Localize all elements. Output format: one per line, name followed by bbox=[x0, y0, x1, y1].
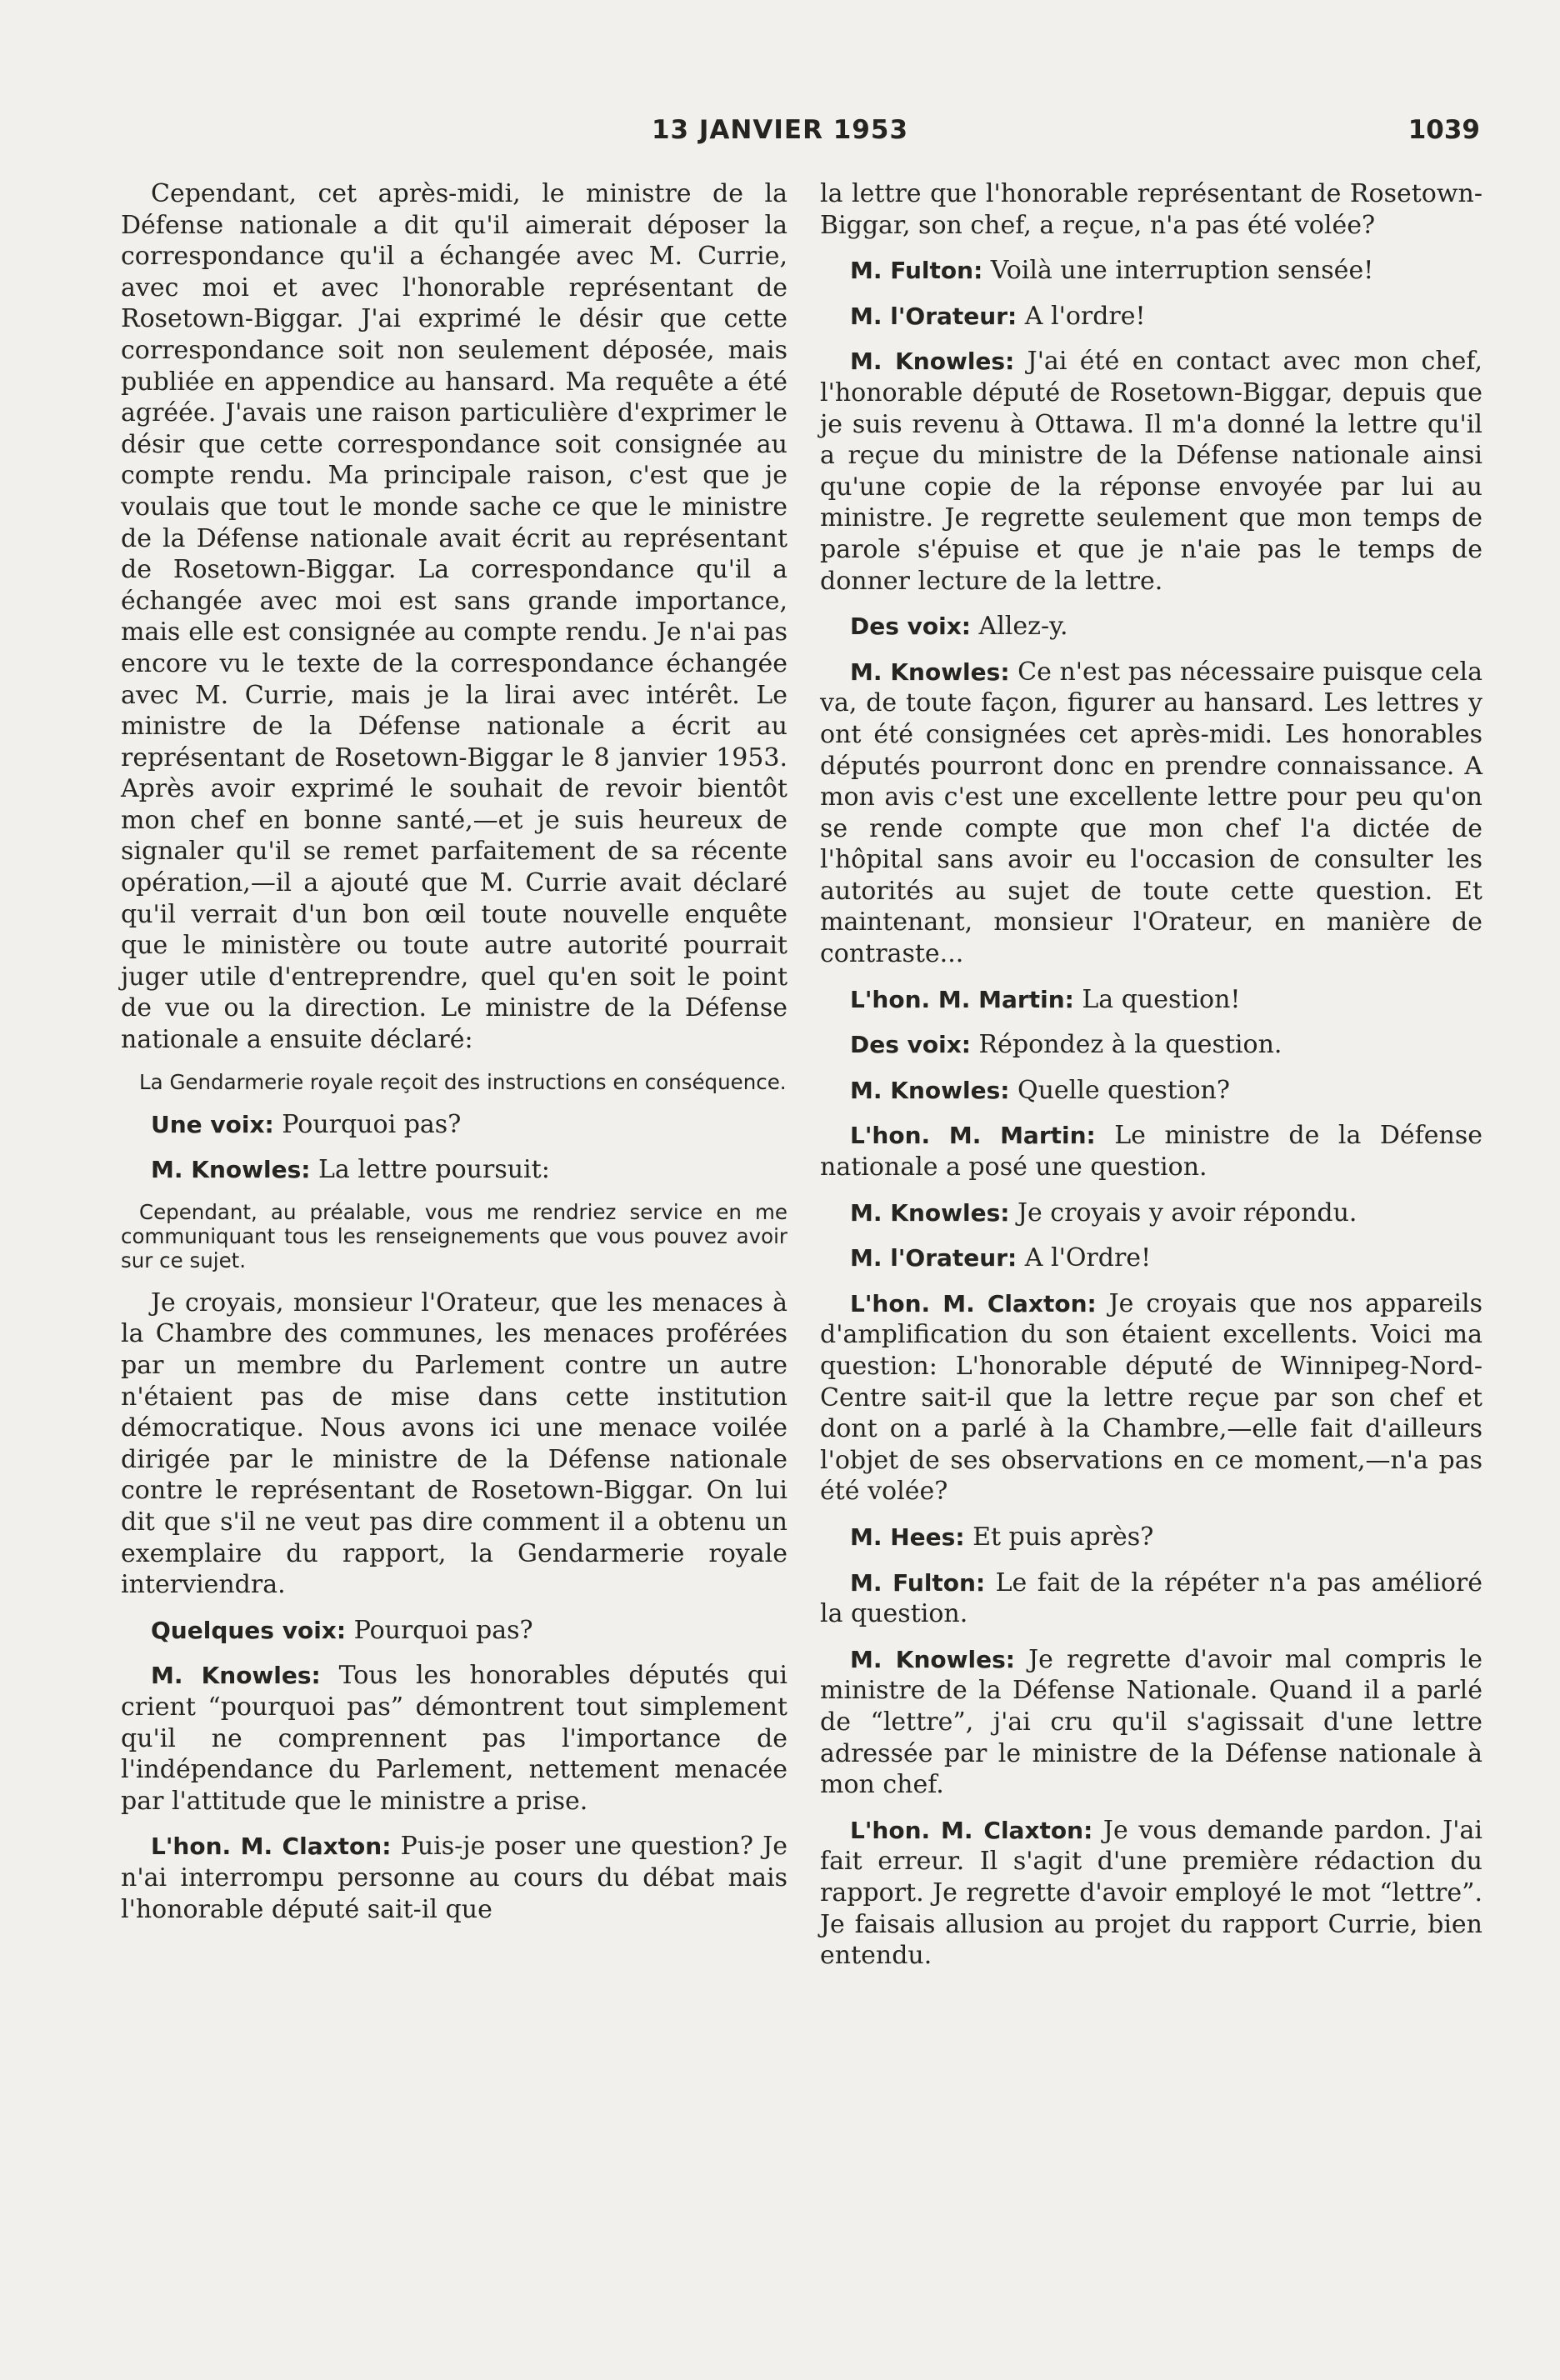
speaker-name: M. l'Orateur: bbox=[850, 302, 1018, 330]
speaker-name: M. Knowles: bbox=[850, 1198, 1010, 1227]
right-column bbox=[820, 178, 1482, 1986]
speech bbox=[121, 1109, 788, 1141]
speech bbox=[820, 346, 1482, 597]
speaker-name: L'hon. M. Claxton: bbox=[850, 1289, 1097, 1318]
speech-text: Je vous demande pardon. J'ai fait erreur. Il s'agit d'une première rédaction du rapport. Je regrette d'avoir employé le mot “lettre”. Je faisais allusion au projet du rapport Currie, bien entendu. bbox=[820, 1815, 1482, 1971]
speaker-name: L'hon. M. Martin: bbox=[850, 1122, 1096, 1150]
paragraph: Cependant, cet après-midi, le ministre de la Défense nationale a dit qu'il aimerait déposer la correspondance qu'il a échangée avec M. Currie, avec moi et avec l'honorable représentant de Rosetown-Biggar. J'ai exprimé le désir que cette correspondance soit non seulement déposée, mais publiée en appendice au hansard. Ma requête a été agréée. J'avais une raison particulière d'exprimer le désir que cette correspondance soit consignée au compte rendu. Ma principale raison, c'est que je voulais que tout le monde sache ce que le ministre de la Défense nationale avait écrit au représentant de Rosetown-Biggar. La correspondance qu'il a échangée avec moi est sans grande importance, mais elle est consignée au compte rendu. Je n'ai pas encore vu le texte de la correspondance échangée avec M. Currie, mais je la lirai avec intérêt. Le ministre de la Défense nationale a écrit au représentant de Rosetown-Biggar le 8 janvier 1953. Après avoir exprimé le souhait de revoir bientôt mon chef en bonne santé,—et je suis heureux de signaler qu'il se remet parfaitement de sa récente opération,—il a ajouté que M. Currie avait déclaré qu'il verrait d'un bon œil toute nouvelle enquête que le ministère ou toute autre autorité pourrait juger utile d'entreprendre, quel qu'en soit le point de vue ou la direction. Le ministre de la Défense nationale a ensuite déclaré: bbox=[121, 179, 788, 1055]
speech-text: Le ministre de la Défense nationale a posé une question. bbox=[820, 1121, 1482, 1182]
speech bbox=[820, 1815, 1482, 1972]
speech bbox=[820, 1242, 1482, 1274]
speech-text: Pourquoi pas? bbox=[346, 1615, 533, 1645]
speech bbox=[820, 1568, 1482, 1630]
speech bbox=[820, 255, 1482, 287]
speech bbox=[820, 1120, 1482, 1182]
speaker-name: M. Fulton: bbox=[850, 1568, 986, 1597]
speech-text: Allez-y. bbox=[971, 612, 1068, 642]
speech-text: Je regrette d'avoir mal compris le ministre de la Défense Nationale. Quand il a parlé de “lettre”, j'ai cru qu'il s'agissait d'une lettre adressée par le ministre de la Défense nationale à mon chef. bbox=[820, 1644, 1482, 1800]
speech-text: Répondez à la question. bbox=[971, 1030, 1282, 1060]
speech bbox=[820, 1288, 1482, 1508]
speech bbox=[820, 301, 1482, 332]
speech-text: Et puis après? bbox=[964, 1522, 1154, 1552]
speaker-name: L'hon. M. Claxton: bbox=[151, 1832, 392, 1861]
speech-text: A l'Ordre! bbox=[1017, 1243, 1152, 1273]
speaker-name: M. Hees: bbox=[850, 1522, 965, 1551]
speech bbox=[820, 657, 1482, 970]
speech bbox=[820, 1644, 1482, 1801]
speaker-name: M. Fulton: bbox=[850, 257, 983, 285]
speech-text: Voilà une interruption sensée! bbox=[982, 256, 1374, 286]
speaker-name: M. Knowles: bbox=[151, 1156, 311, 1184]
left-column bbox=[121, 178, 788, 1939]
speech bbox=[121, 1831, 788, 1925]
speaker-name: M. Knowles: bbox=[151, 1662, 321, 1690]
speech-text: Le fait de la répéter n'a pas amélioré la question. bbox=[820, 1568, 1482, 1629]
paragraph: Je croyais, monsieur l'Orateur, que les menaces à la Chambre des communes, les menaces proférées par un membre du Parlement contre un autre n'étaient pas de mise dans cette institution démocratique. Nous avons ici une menace voilée dirigée par le ministre de la Défense nationale contre le représentant de Rosetown-Biggar. On lui dit que s'il ne veut pas dire comment il a obtenu un exemplaire du rapport, la Gendarmerie royale interviendra. bbox=[121, 1288, 788, 1600]
paragraph: la lettre que l'honorable représentant de Rosetown-Biggar, son chef, a reçue, n'a pas été volée? bbox=[820, 179, 1482, 240]
speech-text: Je croyais que nos appareils d'amplification du son étaient excellents. Voici ma question: L'honorable député de Winnipeg-Nord-Centre sait-il que la lettre reçue par son chef et dont on a parlé à la Chambre,—elle fait d'ailleurs l'objet de ses observations en ce moment,—n'a pas été volée? bbox=[820, 1288, 1482, 1507]
speech bbox=[820, 1075, 1482, 1107]
speaker-name: M. l'Orateur: bbox=[850, 1244, 1018, 1272]
quoted-text: La Gendarmerie royale reçoit des instructions en conséquence. bbox=[139, 1069, 787, 1094]
speech-text: A l'ordre! bbox=[1017, 301, 1146, 331]
speech-text: Ce n'est pas nécessaire puisque cela va, de toute façon, figurer au hansard. Les lettres y ont été consignées cet après-midi. Les honorables députés pourront donc en prendre connaissance. A mon avis c'est une excellente lettre pour peu qu'on se rende compte que mon chef l'a dictée de l'hôpital sans avoir eu l'occasion de consulter les autorités au sujet de toute cette question. Et maintenant, monsieur l'Orateur, en manière de contraste... bbox=[820, 657, 1482, 969]
speech bbox=[820, 984, 1482, 1016]
speaker-name: M. Knowles: bbox=[850, 1645, 1015, 1673]
speech-text: Pourquoi pas? bbox=[273, 1109, 462, 1139]
speaker-name: Des voix: bbox=[850, 1031, 971, 1059]
page-header bbox=[0, 115, 1560, 155]
speech-text: Quelle question? bbox=[1009, 1075, 1230, 1105]
speech-text: J'ai été en contact avec mon chef, l'honorable député de Rosetown-Biggar, depuis que je suis revenu à Ottawa. Il m'a donné la lettre qu'il a reçue du ministre de la Défense nationale ainsi qu'une copie de la réponse envoyée par lui au ministre. Je regrette seulement que mon temps de parole s'épuise et que je n'aie pas le temps de donner lecture de la lettre. bbox=[820, 347, 1482, 596]
speaker-name: M. Knowles: bbox=[850, 658, 1010, 686]
speaker-name: L'hon. M. Martin: bbox=[850, 985, 1074, 1013]
page-number: 1039 bbox=[1408, 115, 1480, 145]
speaker-name: Une voix: bbox=[151, 1110, 274, 1138]
speech bbox=[820, 1198, 1482, 1229]
speech bbox=[820, 1522, 1482, 1553]
quoted-text: Cependant, au préalable, vous me rendriez service en me communiquant tous les renseignements que vous pouvez avoir sur ce sujet. bbox=[121, 1199, 788, 1272]
speaker-name: Quelques voix: bbox=[151, 1616, 347, 1644]
speech-text: Tous les honorables députés qui crient “pourquoi pas” démontrent tout simplement qu'il ne comprennent pas l'importance de l'indépendance du Parlement, nettement menacée par l'attitude que le ministre a prise. bbox=[121, 1661, 788, 1816]
speaker-name: L'hon. M. Claxton: bbox=[850, 1816, 1093, 1844]
speech bbox=[121, 1615, 788, 1647]
speech bbox=[121, 1154, 788, 1186]
speech-text: La question! bbox=[1073, 984, 1241, 1014]
speaker-name: M. Knowles: bbox=[850, 348, 1015, 376]
speech bbox=[820, 1029, 1482, 1061]
speech-text: La lettre poursuit: bbox=[310, 1155, 550, 1185]
speech-text: Je croyais y avoir répondu. bbox=[1009, 1198, 1358, 1228]
header-date: 13 JANVIER 1953 bbox=[651, 115, 909, 145]
speech bbox=[121, 1660, 788, 1817]
speech-text: Puis-je poser une question? Je n'ai interrompu personne au cours du débat mais l'honorable député sait-il que bbox=[121, 1832, 788, 1924]
speaker-name: Des voix: bbox=[850, 612, 971, 641]
speech bbox=[820, 611, 1482, 642]
speaker-name: M. Knowles: bbox=[850, 1076, 1010, 1104]
